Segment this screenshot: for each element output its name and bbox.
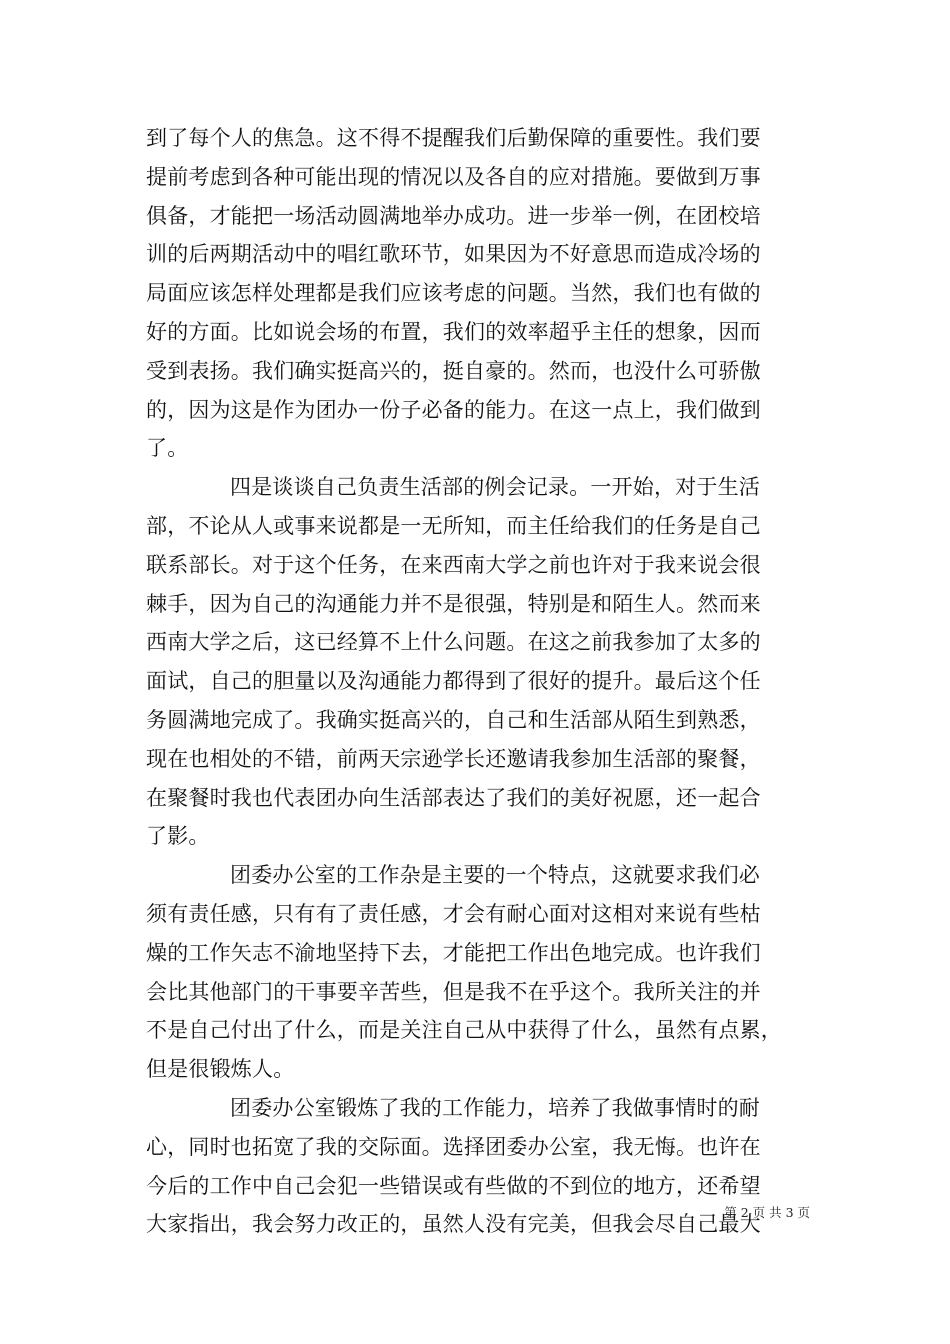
text-line: 提前考虑到各种可能出现的情况以及各自的应对措施。要做到万事 bbox=[146, 164, 761, 189]
text-line: 心，同时也拓宽了我的交际面。选择团委办公室，我无悔。也许在 bbox=[146, 1134, 761, 1159]
text-line: 联系部长。对于这个任务，在来西南大学之前也许对于我来说会很 bbox=[146, 552, 761, 577]
text-line: 棘手，因为自己的沟通能力并不是很强，特别是和陌生人。然而来 bbox=[146, 591, 761, 616]
text-line: 现在也相处的不错，前两天宗逊学长还邀请我参加生活部的聚餐， bbox=[146, 746, 761, 771]
paragraph-first-line: 团委办公室锻炼了我的工作能力，培养了我做事情时的耐 bbox=[230, 1095, 760, 1120]
paragraph-first-line: 四是谈谈自己负责生活部的例会记录。一开始，对于生活 bbox=[230, 475, 760, 500]
text-line: 的，因为这是作为团办一份子必备的能力。在这一点上，我们做到 bbox=[146, 397, 761, 422]
text-line: 受到表扬。我们确实挺高兴的，挺自豪的。然而，也没什么可骄傲 bbox=[146, 358, 761, 383]
text-line: 大家指出，我会努力改正的，虽然人没有完美，但我会尽自己最大 bbox=[146, 1212, 761, 1237]
text-line: 局面应该怎样处理都是我们应该考虑的问题。当然，我们也有做的 bbox=[146, 281, 761, 306]
body-text bbox=[146, 119, 809, 1244]
text-line: 在聚餐时我也代表团办向生活部表达了我们的美好祝愿，还一起合 bbox=[146, 785, 761, 810]
text-line: 燥的工作矢志不渝地坚持下去，才能把工作出色地完成。也许我们 bbox=[146, 940, 761, 965]
text-line: 会比其他部门的干事要辛苦些，但是我不在乎这个。我所关注的并 bbox=[146, 979, 761, 1004]
text-line: 不是自己付出了什么，而是关注自己从中获得了什么，虽然有点累， bbox=[146, 1018, 782, 1043]
text-line: 训的后两期活动中的唱红歌环节，如果因为不好意思而造成冷场的 bbox=[146, 242, 761, 267]
text-line: 了影。 bbox=[146, 824, 210, 849]
text-line: 俱备，才能把一场活动圆满地举办成功。进一步举一例，在团校培 bbox=[146, 203, 761, 228]
text-line: 好的方面。比如说会场的布置，我们的效率超乎主任的想象，因而 bbox=[146, 319, 761, 344]
text-line: 务圆满地完成了。我确实挺高兴的，自己和生活部从陌生到熟悉， bbox=[146, 707, 761, 732]
text-line: 但是很锻炼人。 bbox=[146, 1057, 295, 1082]
text-line: 到了每个人的焦急。这不得不提醒我们后勤保障的重要性。我们要 bbox=[146, 126, 761, 150]
text-line: 须有责任感，只有有了责任感，才会有耐心面对这相对来说有些枯 bbox=[146, 901, 761, 926]
text-line: 西南大学之后，这已经算不上什么问题。在这之前我参加了太多的 bbox=[146, 630, 761, 655]
page-footer: 第 2 页 共 3 页 bbox=[724, 1205, 810, 1220]
paragraph-first-line: 团委办公室的工作杂是主要的一个特点，这就要求我们必 bbox=[230, 863, 760, 888]
text-line: 了。 bbox=[146, 436, 189, 461]
text-line: 今后的工作中自己会犯一些错误或有些做的不到位的地方，还希望 bbox=[146, 1173, 761, 1198]
text-line: 部，不论从人或事来说都是一无所知，而主任给我们的任务是自己 bbox=[146, 513, 761, 538]
text-line: 面试，自己的胆量以及沟通能力都得到了很好的提升。最后这个任 bbox=[146, 669, 761, 694]
